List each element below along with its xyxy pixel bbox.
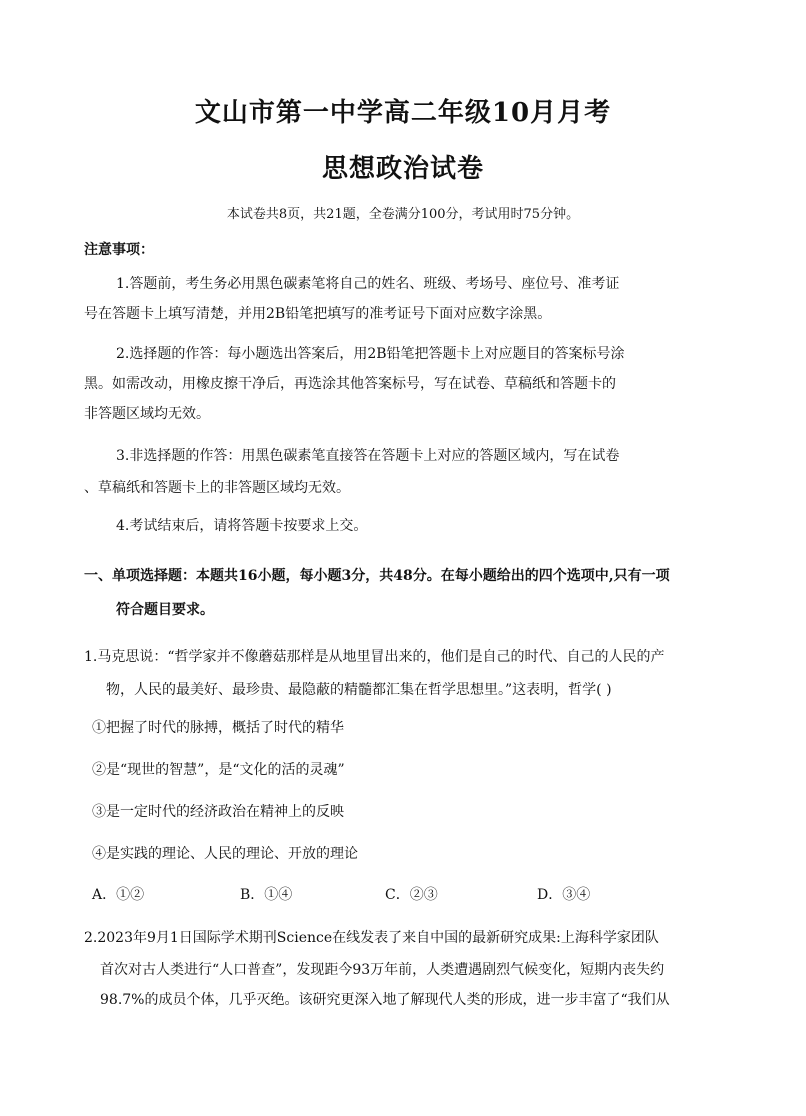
- notice-item-2-line-2: 黑。如需改动，用橡皮擦干净后，再选涂其他答案标号，写在试卷、草稿纸和答题卡的: [84, 376, 616, 392]
- question-1-statement-2: ②是“现世的智慧”，是“文化的活的灵魂”: [92, 762, 345, 778]
- question-1-option-c: C．②③: [385, 887, 438, 903]
- notice-item-1-line-1: 1.答题前，考生务必用黑色碳素笔将自己的姓名、班级、考场号、座位号、准考证: [116, 276, 620, 292]
- question-2-stem-line-3: 98.7%的成员个体，几乎灭绝。该研究更深入地了解现代人类的形成，进一步丰富了“我们从: [100, 992, 670, 1008]
- notice-item-1-line-2: 号在答题卡上填写清楚，并用2B铅笔把填写的准考证号下面对应数字涂黑。: [84, 306, 552, 322]
- question-1-option-a: A．①②: [92, 887, 145, 903]
- exam-info: 本试卷共8页，共21题，全卷满分100分，考试用时75分钟。: [226, 207, 580, 222]
- question-1-statement-4: ④是实践的理论、人民的理论、开放的理论: [92, 846, 358, 862]
- question-1-statement-3: ③是一定时代的经济政治在精神上的反映: [92, 804, 344, 820]
- exam-subtitle: 思想政治试卷: [321, 154, 484, 184]
- question-2-stem-line-2: 首次对古人类进行“人口普查”，发现距今93万年前，人类遭遇剧烈气候变化，短期内丧失约: [100, 962, 665, 978]
- section-1-heading-cont: 符合题目要求。: [116, 602, 214, 618]
- question-2-stem-line-1: 2.2023年9月1日国际学术期刊Science在线发表了来自中国的最新研究成果:上海科学家团队: [84, 930, 659, 946]
- notice-item-2-line-3: 非答题区域均无效。: [84, 406, 210, 422]
- question-1-option-b: B．①④: [240, 887, 293, 903]
- notice-item-2-line-1: 2.选择题的作答：每小题选出答案后，用2B铅笔把答题卡上对应题目的答案标号涂: [116, 346, 625, 362]
- question-1-stem-line-2: 物，人民的最美好、最珍贵、最隐蔽的精髓都汇集在哲学思想里。”这表明，哲学( ): [106, 682, 612, 698]
- question-1-stem-line-1: 1.马克思说：“哲学家并不像蘑菇那样是从地里冒出来的，他们是自己的时代、自己的人民的产: [84, 649, 665, 665]
- notice-heading: 注意事项：: [84, 242, 154, 258]
- section-1-heading: 一、单项选择题：本题共16小题，每小题3分，共48分。在每小题给出的四个选项中,只有一项: [84, 568, 670, 584]
- notice-item-3-line-1: 3.非选择题的作答：用黑色碳素笔直接答在答题卡上对应的答题区域内，写在试卷: [116, 448, 620, 464]
- question-1-option-d: D．③④: [537, 887, 591, 903]
- question-1-statement-1: ①把握了时代的脉搏，概括了时代的精华: [92, 720, 344, 736]
- notice-item-3-line-2: 、草稿纸和答题卡上的非答题区域均无效。: [84, 480, 350, 496]
- notice-item-4: 4.考试结束后，请将答题卡按要求上交。: [116, 518, 368, 534]
- exam-title: 文山市第一中学高二年级10月月考: [194, 98, 612, 128]
